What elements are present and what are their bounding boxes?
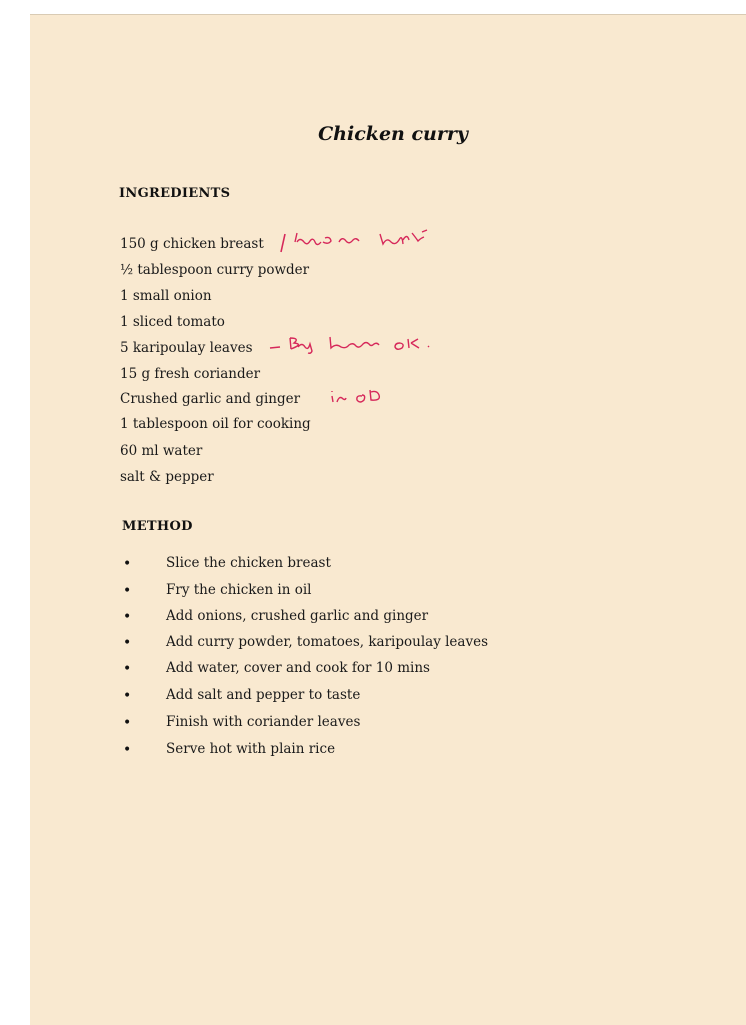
ingredient-item: Crushed garlic and ginger — [120, 391, 301, 407]
bullet: • — [123, 661, 132, 677]
bullet: • — [123, 688, 132, 704]
ingredient-item: 1 sliced tomato — [120, 314, 225, 330]
ingredient-item: 1 small onion — [120, 288, 212, 304]
method-heading: METHOD — [122, 519, 193, 534]
method-step: Add water, cover and cook for 10 mins — [166, 660, 430, 676]
method-step: Add onions, crushed garlic and ginger — [166, 608, 429, 624]
handwritten-note — [275, 228, 440, 254]
bullet: • — [123, 556, 132, 572]
ingredient-item: 60 ml water — [120, 443, 203, 459]
bullet: • — [123, 635, 132, 651]
method-step: Add curry powder, tomatoes, karipoulay leaves — [166, 634, 489, 650]
handwritten-note — [328, 384, 388, 406]
recipe-title: Chicken curry — [318, 123, 468, 145]
ingredient-item: 150 g chicken breast — [120, 236, 264, 252]
bullet: • — [123, 583, 132, 599]
ingredient-item: 1 tablespoon oil for cooking — [120, 416, 311, 432]
handwritten-note — [268, 332, 453, 354]
bullet: • — [123, 609, 132, 625]
ingredient-item: salt & pepper — [120, 469, 214, 485]
method-step: Finish with coriander leaves — [166, 714, 361, 730]
bullet: • — [123, 742, 132, 758]
bullet: • — [123, 715, 132, 731]
ingredient-item: 5 karipoulay leaves — [120, 340, 253, 356]
method-step: Slice the chicken breast — [166, 555, 331, 571]
ingredient-item: 15 g fresh coriander — [120, 366, 261, 382]
method-step: Fry the chicken in oil — [166, 582, 312, 598]
method-step: Add salt and pepper to taste — [166, 687, 361, 703]
ingredients-heading: INGREDIENTS — [119, 186, 231, 201]
method-step: Serve hot with plain rice — [166, 741, 336, 757]
ingredient-item: ½ tablespoon curry powder — [120, 262, 310, 278]
